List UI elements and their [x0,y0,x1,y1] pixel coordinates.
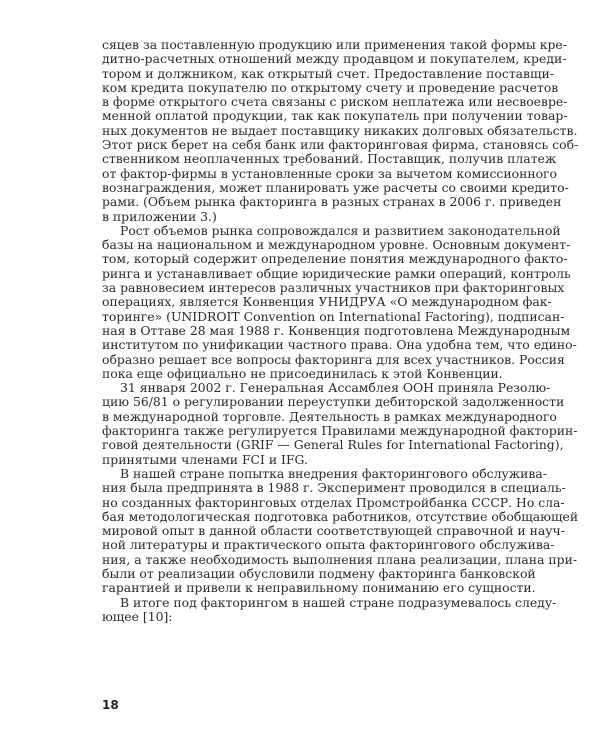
text-line: были от реализации обусловили подмену факторинга банковской [102,565,536,581]
text-line: гарантией и привели к неправильному пониманию его сущности. [102,580,536,596]
body-text [102,37,579,624]
text-line: ринга и устанавливает общие юридические рамки операций, контроль [102,265,571,281]
text-line: пока еще официально не присоединилась к этой Конвенции. [102,365,503,381]
text-line: ной литературы и практического опыта факторингового обслужива- [102,537,555,553]
text-line: за равновесием интересов различных участников при факторинговых [102,280,565,296]
text-line: в приложении 3.) [102,208,217,224]
text-line: в форме открытого счета связаны с риском неплатежа или несвоевре- [102,94,568,110]
text-line: бая методологическая подготовка работников, отсутствие обобщающей [102,508,579,524]
text-line: ющее [10]: [102,608,173,624]
text-line: цию 56/81 о регулировании переуступки дебиторской задолженности [102,394,565,410]
text-line: дитно-расчетных отношений между продавцом и покупателем, креди- [102,51,567,67]
text-line: ния, а также необходимость выполнения плана реализации, плана при- [102,551,578,567]
text-line: рами. (Объем рынка факторинга в разных странах в 2006 г. приведен [102,194,562,210]
text-line: ком кредита покупателю по открытому счету и проведение расчетов [102,79,559,95]
text-line: том, который содержит определение понятия международного факто- [102,251,568,267]
text-line: менной оплатой продукции, так как покупатель при получении товар- [102,108,568,124]
text-line: базы на национальном и международном уровне. Основным документ- [102,237,571,253]
text-line: ных документов не выдает поставщику никаких долговых обязательств. [102,122,578,138]
text-line: институтом по унификации частного права. Она удобна тем, что едино- [102,337,577,353]
text-line: сяцев за поставленную продукцию или применения такой формы кре- [102,37,567,52]
text-line: факторинга также регулируется Правилами международной факторин- [102,423,578,439]
text-line: 31 января 2002 г. Генеральная Ассамблея ООН приняла Резолю- [120,380,551,396]
text-line: В итоге под факторингом в нашей стране подразумевалось следу- [120,594,557,610]
text-line: тором и должником, как открытый счет. Предоставление поставщи- [102,65,554,81]
text-line: В нашей стране попытка внедрения факторингового обслужива- [120,465,547,481]
text-line: ния была предпринята в 1988 г. Эксперимент проводился в специаль- [102,480,566,496]
text-line: Рост объемов рынка сопровождался и развитием законодательной [120,222,561,238]
text-line: вознаграждения, может планировать уже расчеты со своими кредито- [102,179,569,195]
text-line: в международной торговле. Деятельность в рамках международного [102,408,557,424]
text-line: принятыми членами FCI и IFG. [102,451,308,467]
text-line: ственником неоплаченных требований. Поставщик, получив платеж [102,151,557,167]
text-line: образно решает все вопросы факторинга для всех участников. Россия [102,351,565,367]
text-line: торинге» (UNIDROIT Convention on International Factoring), подписан- [102,308,565,324]
text-line: мировой опыт в данной области соответствующей справочной и науч- [102,523,565,539]
text-line: Этот риск берет на себя банк или факторинговая фирма, становясь соб- [102,137,579,153]
text-line: от фактор-фирмы в установленные сроки за вычетом комиссионного [102,165,558,181]
page-number: 18 [102,698,119,712]
text-line: операциях, является Конвенция УНИДРУА «О международном фак- [102,294,552,310]
text-line: говой деятельности (GRIF — General Rules for International Factoring), [102,437,564,453]
text-line: ная в Оттаве 28 мая 1988 г. Конвенция подготовлена Международным [102,322,571,338]
text-line: но созданных факторинговых отделах Промстройбанка СССР. Но сла- [102,494,565,510]
